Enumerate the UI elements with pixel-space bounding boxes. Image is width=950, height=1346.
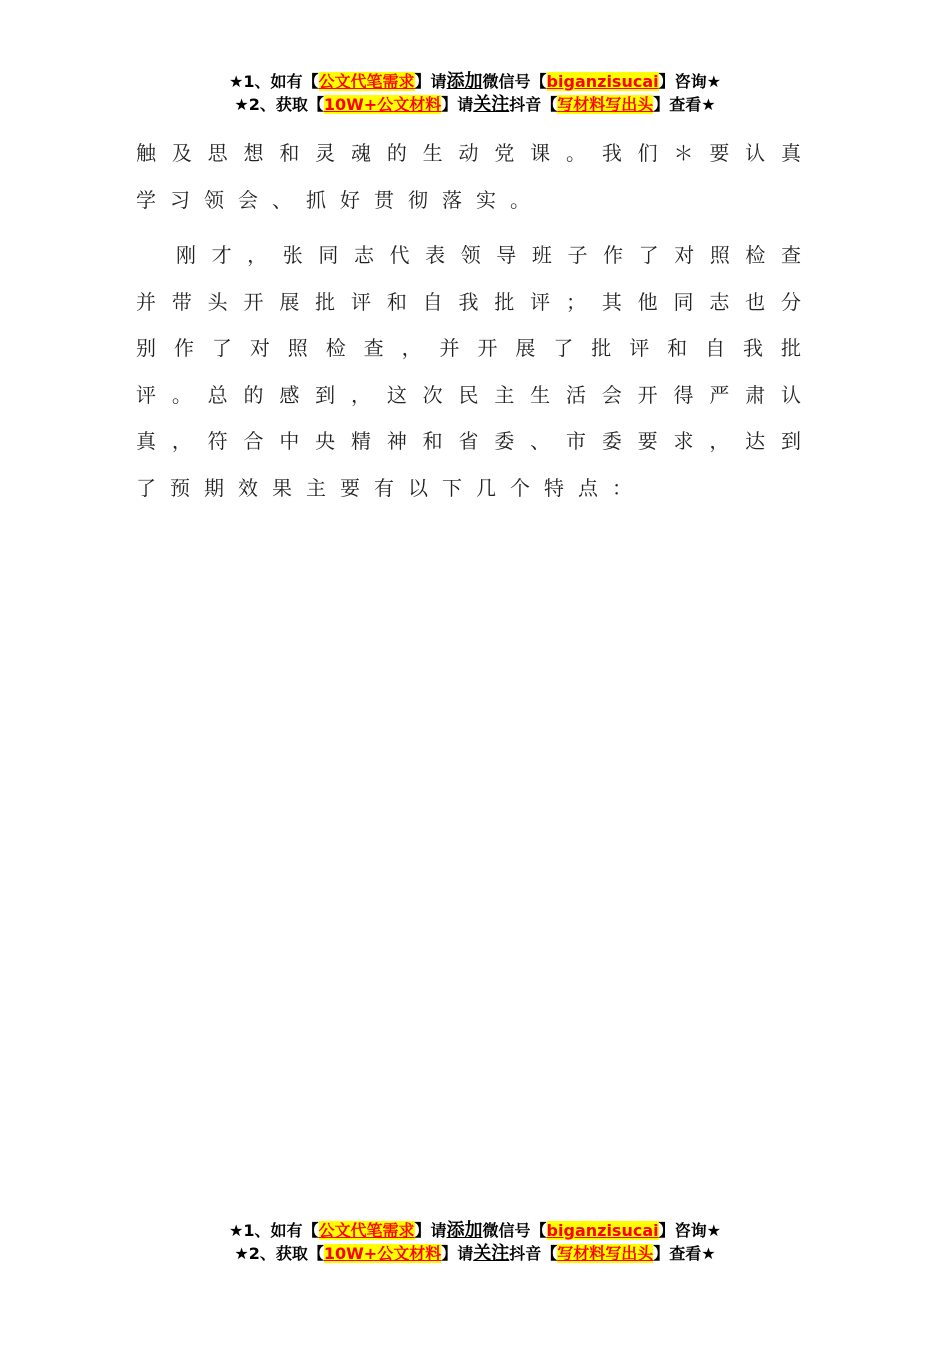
footer-emphasis-add: 添加	[446, 1220, 483, 1241]
banner-emphasis-add: 添加	[446, 71, 483, 92]
footer-line-1-mid: 】请	[414, 1221, 447, 1240]
banner-line-2	[0, 93, 950, 116]
footer-line-1-mid2: 微信号【	[482, 1221, 547, 1240]
footer-banner-line-1	[0, 1219, 950, 1242]
banner-line-2-mid2: 抖音【	[509, 95, 558, 114]
banner-line-2-prefix: ★2、获取【	[234, 95, 324, 114]
footer-emphasis-follow: 关注	[473, 1243, 510, 1264]
footer-highlight-wechat-id: biganzisucai	[546, 1221, 659, 1240]
banner-emphasis-follow: 关注	[473, 94, 510, 115]
banner-highlight-service: 公文代笔需求	[318, 72, 415, 91]
banner-highlight-materials: 10W+公文材料	[323, 95, 442, 114]
footer-line-1-prefix: ★1、如有【	[229, 1221, 319, 1240]
footer-banner-line-2	[0, 1242, 950, 1265]
footer-line-2-mid: 】请	[441, 1244, 474, 1263]
banner-highlight-wechat-id: biganzisucai	[546, 72, 659, 91]
banner-line-2-mid: 】请	[441, 95, 474, 114]
document-body	[136, 130, 815, 511]
banner-line-1-suffix: 】咨询★	[658, 72, 721, 91]
body-paragraph-1: 触及思想和灵魂的生动党课。我们＊要认真学习领会、抓好贯彻落实。	[136, 141, 815, 212]
footer-banner	[0, 1219, 950, 1265]
banner-highlight-douyin-id: 写材料写出头	[557, 95, 654, 114]
footer-highlight-service: 公文代笔需求	[318, 1221, 415, 1240]
footer-line-1-suffix: 】咨询★	[658, 1221, 721, 1240]
footer-highlight-douyin-id: 写材料写出头	[557, 1244, 654, 1263]
banner-line-1-prefix: ★1、如有【	[229, 72, 319, 91]
header-banner	[0, 70, 950, 116]
banner-line-1-mid: 】请	[414, 72, 447, 91]
banner-line-1-mid2: 微信号【	[482, 72, 547, 91]
banner-line-2-suffix: 】查看★	[653, 95, 716, 114]
footer-highlight-materials: 10W+公文材料	[323, 1244, 442, 1263]
body-paragraph-2: 刚才，张同志代表领导班子作了对照检查并带头开展批评和自我批评；其他同志也分别作了对照检查，并开展了批评和自我批评。总的感到，这次民主生活会开得严肃认真，符合中央精神和省委、市委要求，达到了预期效果主要有以下几个特点：	[136, 243, 815, 500]
footer-line-2-suffix: 】查看★	[653, 1244, 716, 1263]
banner-line-1	[0, 70, 950, 93]
footer-line-2-mid2: 抖音【	[509, 1244, 558, 1263]
footer-line-2-prefix: ★2、获取【	[234, 1244, 324, 1263]
